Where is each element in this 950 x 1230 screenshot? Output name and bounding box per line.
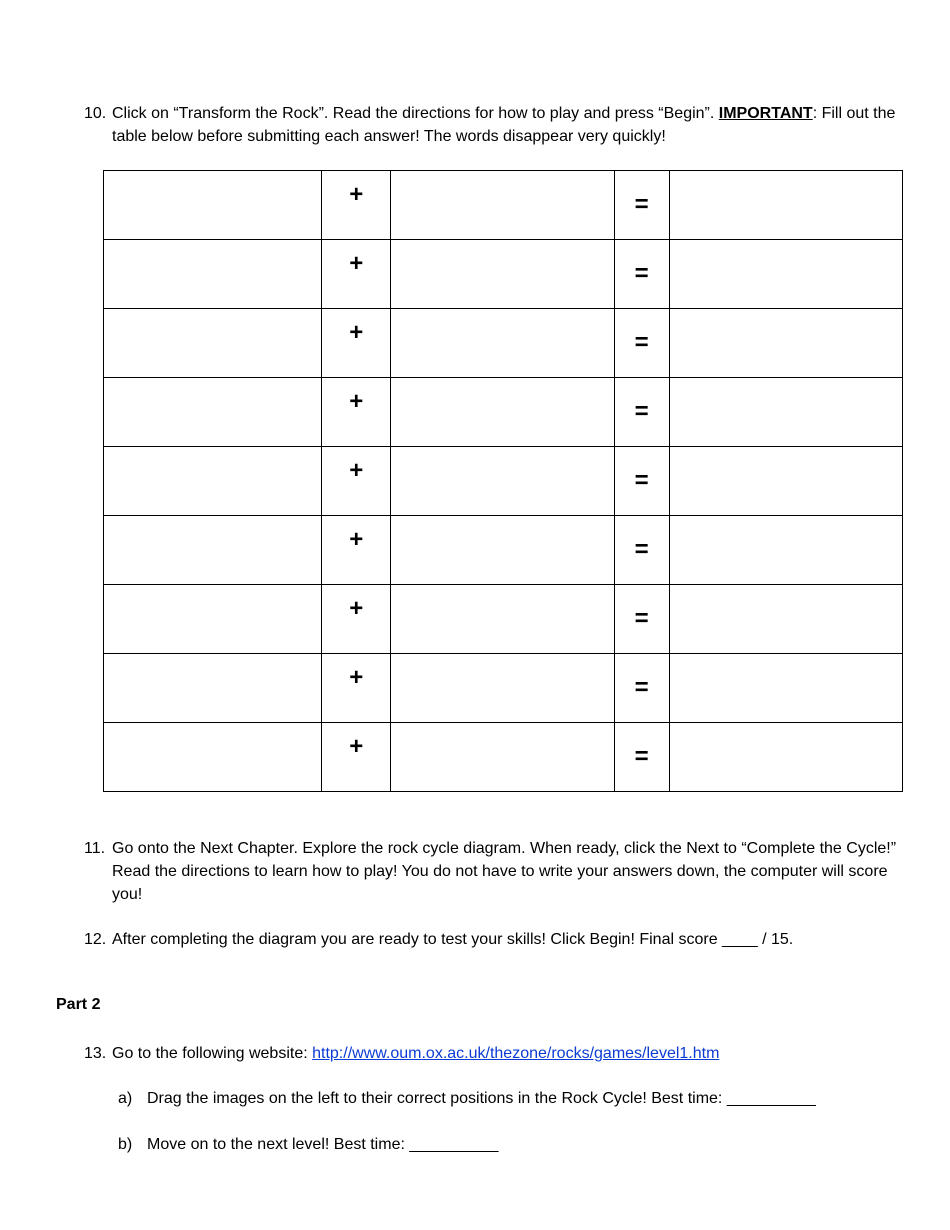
operator-cell-equals <box>614 171 669 240</box>
subquestion-a <box>118 1087 816 1110</box>
question-12 <box>84 928 904 951</box>
input-cell-rock[interactable] <box>104 447 322 516</box>
question-text <box>112 1042 904 1065</box>
plus-symbol: + <box>349 733 364 760</box>
operator-cell-plus <box>322 240 391 309</box>
subquestion-label: a) <box>118 1090 133 1107</box>
plus-symbol: + <box>349 664 364 691</box>
input-cell-rock[interactable] <box>104 585 322 654</box>
rock-transform-table <box>103 170 903 792</box>
question-10 <box>84 102 904 148</box>
plus-symbol: + <box>349 181 364 208</box>
question-11 <box>84 837 904 906</box>
plus-symbol: + <box>349 595 364 622</box>
operator-cell-equals <box>614 723 669 792</box>
input-cell-result[interactable] <box>669 516 902 585</box>
input-cell-rock[interactable] <box>104 240 322 309</box>
operator-cell-equals <box>614 516 669 585</box>
operator-cell-plus <box>322 585 391 654</box>
operator-cell-plus <box>322 447 391 516</box>
plus-symbol: + <box>349 457 364 484</box>
table-row <box>104 378 903 447</box>
plus-symbol: + <box>349 526 364 553</box>
input-cell-rock[interactable] <box>104 378 322 447</box>
input-cell-result[interactable] <box>669 378 902 447</box>
plus-symbol: + <box>349 388 364 415</box>
equals-symbol: = <box>634 329 649 356</box>
subquestion-label: b) <box>118 1136 133 1153</box>
input-cell-result[interactable] <box>669 654 902 723</box>
operator-cell-plus <box>322 378 391 447</box>
input-cell-rock[interactable] <box>104 171 322 240</box>
equals-symbol: = <box>634 674 649 701</box>
input-cell-process[interactable] <box>391 171 614 240</box>
input-cell-result[interactable] <box>669 585 902 654</box>
input-cell-process[interactable] <box>391 723 614 792</box>
subquestion-text: Drag the images on the left to their correct positions in the Rock Cycle! Best time: __________ <box>147 1090 816 1107</box>
input-cell-process[interactable] <box>391 240 614 309</box>
input-cell-result[interactable] <box>669 309 902 378</box>
subquestion-b <box>118 1133 498 1156</box>
equals-symbol: = <box>634 260 649 287</box>
question-text: After completing the diagram you are ready to test your skills! Click Begin! Final score ____ / 15. <box>112 931 794 948</box>
equals-symbol: = <box>634 467 649 494</box>
operator-cell-equals <box>614 447 669 516</box>
operator-cell-plus <box>322 516 391 585</box>
table-row <box>104 447 903 516</box>
operator-cell-equals <box>614 585 669 654</box>
equals-symbol: = <box>634 191 649 218</box>
input-cell-rock[interactable] <box>104 516 322 585</box>
equals-symbol: = <box>634 398 649 425</box>
equals-symbol: = <box>634 743 649 770</box>
operator-cell-plus <box>322 171 391 240</box>
question-number: 12. <box>84 931 107 948</box>
question-text: Go onto the Next Chapter. Explore the rock cycle diagram. When ready, click the Next to “Complete the Cycle!” Read the directions to learn how to play! You do not have to write your answers down, the computer will score you! <box>112 840 897 903</box>
website-link[interactable]: http://www.oum.ox.ac.uk/thezone/rocks/games/level1.htm <box>312 1045 720 1062</box>
operator-cell-equals <box>614 240 669 309</box>
equals-symbol: = <box>634 605 649 632</box>
input-cell-result[interactable] <box>669 723 902 792</box>
input-cell-process[interactable] <box>391 585 614 654</box>
input-cell-rock[interactable] <box>104 654 322 723</box>
question-number: 11. <box>84 840 106 857</box>
table-row <box>104 723 903 792</box>
operator-cell-equals <box>614 309 669 378</box>
question-text <box>112 102 904 148</box>
question-10-text-after: : Fill out the table below before submitting each answer! The words disappear very quickly! <box>112 105 896 145</box>
operator-cell-equals <box>614 378 669 447</box>
table-row <box>104 516 903 585</box>
question-13-text: Go to the following website: <box>112 1045 313 1062</box>
question-10-text-before: Click on “Transform the Rock”. Read the directions for how to play and press “Begin”. <box>112 105 719 122</box>
part-2-heading: Part 2 <box>56 996 101 1013</box>
input-cell-result[interactable] <box>669 447 902 516</box>
operator-cell-equals <box>614 654 669 723</box>
table-row <box>104 240 903 309</box>
input-cell-process[interactable] <box>391 447 614 516</box>
subquestion-text: Move on to the next level! Best time: __________ <box>147 1136 499 1153</box>
input-cell-result[interactable] <box>669 240 902 309</box>
plus-symbol: + <box>349 319 364 346</box>
table-row <box>104 585 903 654</box>
input-cell-result[interactable] <box>669 171 902 240</box>
operator-cell-plus <box>322 309 391 378</box>
question-number: 13. <box>84 1045 107 1062</box>
input-cell-process[interactable] <box>391 516 614 585</box>
table-row <box>104 309 903 378</box>
input-cell-process[interactable] <box>391 654 614 723</box>
question-number: 10. <box>84 105 107 122</box>
table-row <box>104 654 903 723</box>
question-13 <box>84 1042 904 1065</box>
input-cell-process[interactable] <box>391 378 614 447</box>
important-label: IMPORTANT <box>718 105 813 122</box>
table-row <box>104 171 903 240</box>
plus-symbol: + <box>349 250 364 277</box>
input-cell-rock[interactable] <box>104 723 322 792</box>
equals-symbol: = <box>634 536 649 563</box>
input-cell-process[interactable] <box>391 309 614 378</box>
operator-cell-plus <box>322 654 391 723</box>
operator-cell-plus <box>322 723 391 792</box>
input-cell-rock[interactable] <box>104 309 322 378</box>
